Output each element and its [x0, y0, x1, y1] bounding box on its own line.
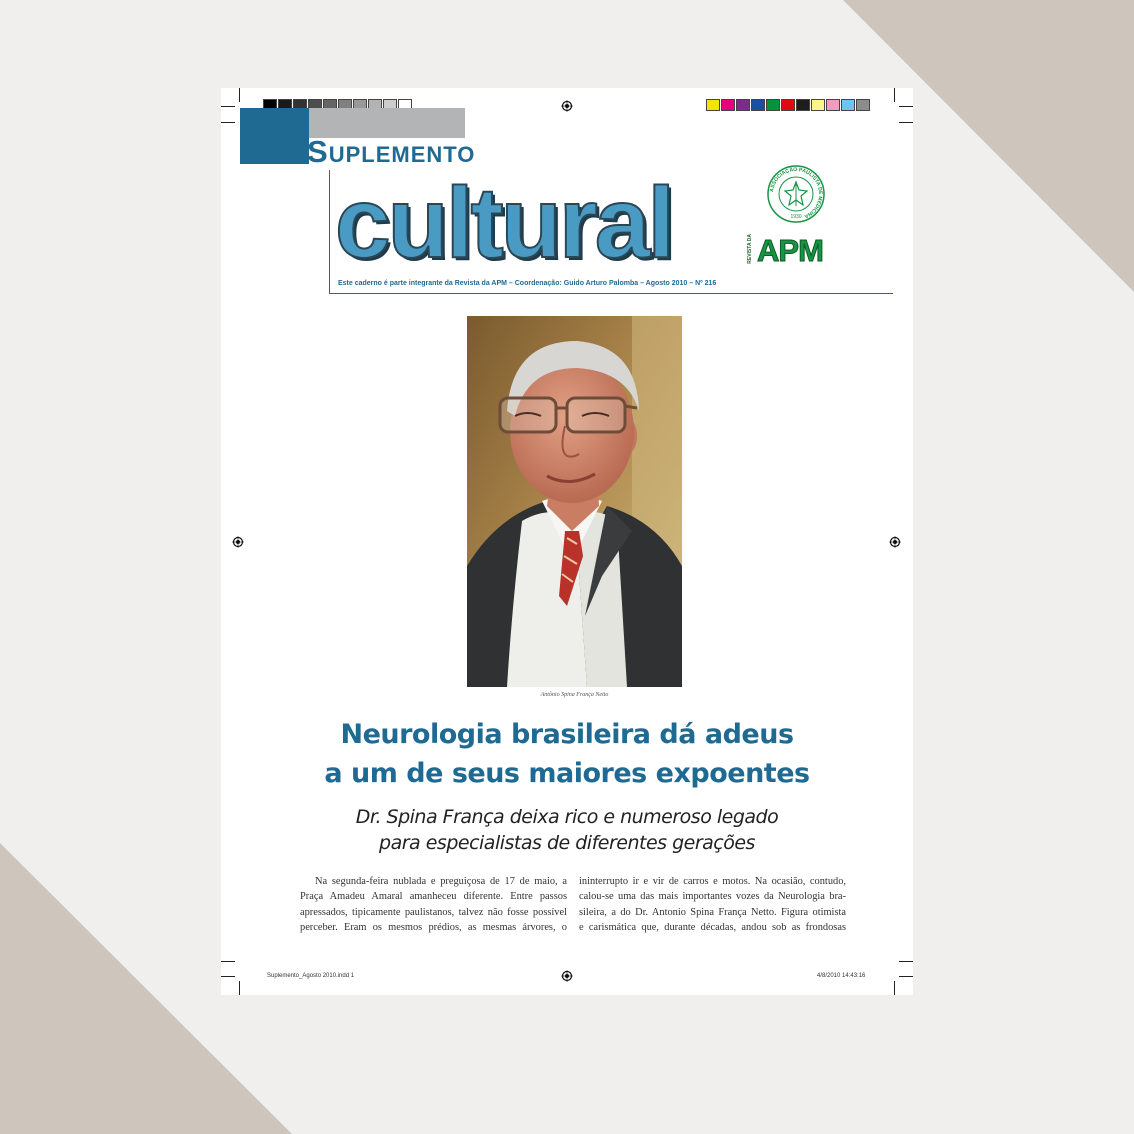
crop-mark: [894, 88, 895, 102]
body-text-line: Na segunda-feira nublada e preguiçosa de 17 de maio, a: [315, 876, 567, 887]
registration-mark-icon: [561, 970, 573, 982]
crop-mark: [239, 981, 240, 995]
color-swatch: [751, 99, 765, 111]
crop-mark: [239, 88, 240, 102]
registration-mark-icon: [561, 100, 573, 112]
registration-mark-icon: [232, 536, 244, 548]
crop-mark: [221, 976, 235, 977]
registration-mark-icon: [889, 536, 901, 548]
seal-text: ASSOCIAÇÃO PAULISTA DE MEDICINA: [769, 166, 824, 220]
color-swatch: [766, 99, 780, 111]
article-column-1: [300, 874, 567, 936]
crop-mark: [221, 961, 235, 962]
color-swatch: [856, 99, 870, 111]
color-swatch: [781, 99, 795, 111]
body-text-line: Praça Amadeu Amaral amanheceu diferente. Entre passos: [300, 891, 567, 903]
crop-mark: [899, 122, 913, 123]
masthead-blue-block: [240, 108, 309, 164]
crop-mark: [221, 122, 235, 123]
crop-mark: [899, 106, 913, 107]
masthead-rule: [329, 293, 893, 294]
magazine-page: [221, 88, 913, 995]
body-text-line: apressados, tipicamente paulistanos, talvez não fosse possível: [300, 906, 567, 918]
body-text-line: ininterrupto ir e vir de carros e motos. Na ocasião, contudo,: [579, 876, 846, 887]
body-text-line: perceber. Eram os mesmos prédios, as mesmas árvores, o: [300, 922, 567, 934]
masthead-credit-line: Este caderno é parte integrante da Revista da APM – Coordenação: Guido Arturo Palomba – Agosto 2010 – Nº 216: [338, 280, 717, 287]
subhead-line: Dr. Spina França deixa rico e numeroso legado: [355, 806, 779, 828]
color-swatch: [736, 99, 750, 111]
crop-mark: [899, 976, 913, 977]
date-slug: 4/8/2010 14:43:16: [817, 973, 866, 979]
apm-seal-icon: [766, 164, 826, 224]
headline-line: Neurologia brasileira dá adeus: [340, 719, 794, 750]
suplemento-title: SUPLEMENTO: [307, 134, 476, 169]
body-text-line: sileira, a do Dr. Antonio Spina França Netto. Figura otimista: [579, 906, 846, 918]
color-swatch: [721, 99, 735, 111]
color-swatch: [841, 99, 855, 111]
crop-mark: [894, 981, 895, 995]
cultural-title: cultural: [335, 167, 673, 279]
color-swatch: [706, 99, 720, 111]
body-text-line: e carismática que, durante décadas, andou sob as frondosas: [579, 922, 846, 934]
crop-mark: [221, 106, 235, 107]
revista-da-label: REVISTA DA: [747, 234, 753, 264]
masthead-rule: [329, 170, 330, 294]
color-swatch: [796, 99, 810, 111]
headline-line: a um de seus maiores expoentes: [324, 758, 810, 789]
photo-caption: Antônio Spina França Netto: [540, 692, 609, 698]
color-swatch: [811, 99, 825, 111]
article-column-2: [579, 874, 846, 936]
article-headline: [221, 715, 913, 793]
file-slug: Suplemento_Agosto 2010.indd 1: [267, 973, 355, 979]
article-subheadline: [221, 804, 913, 856]
crop-mark: [899, 961, 913, 962]
portrait-photo: [467, 316, 682, 687]
body-text-line: calou-se uma das mais importantes vozes da Neurologia bra-: [579, 891, 846, 903]
apm-logo: APM: [757, 233, 823, 268]
color-swatch: [826, 99, 840, 111]
subhead-line: para especialistas de diferentes gerações: [379, 832, 755, 854]
seal-year: 1930: [790, 214, 802, 220]
